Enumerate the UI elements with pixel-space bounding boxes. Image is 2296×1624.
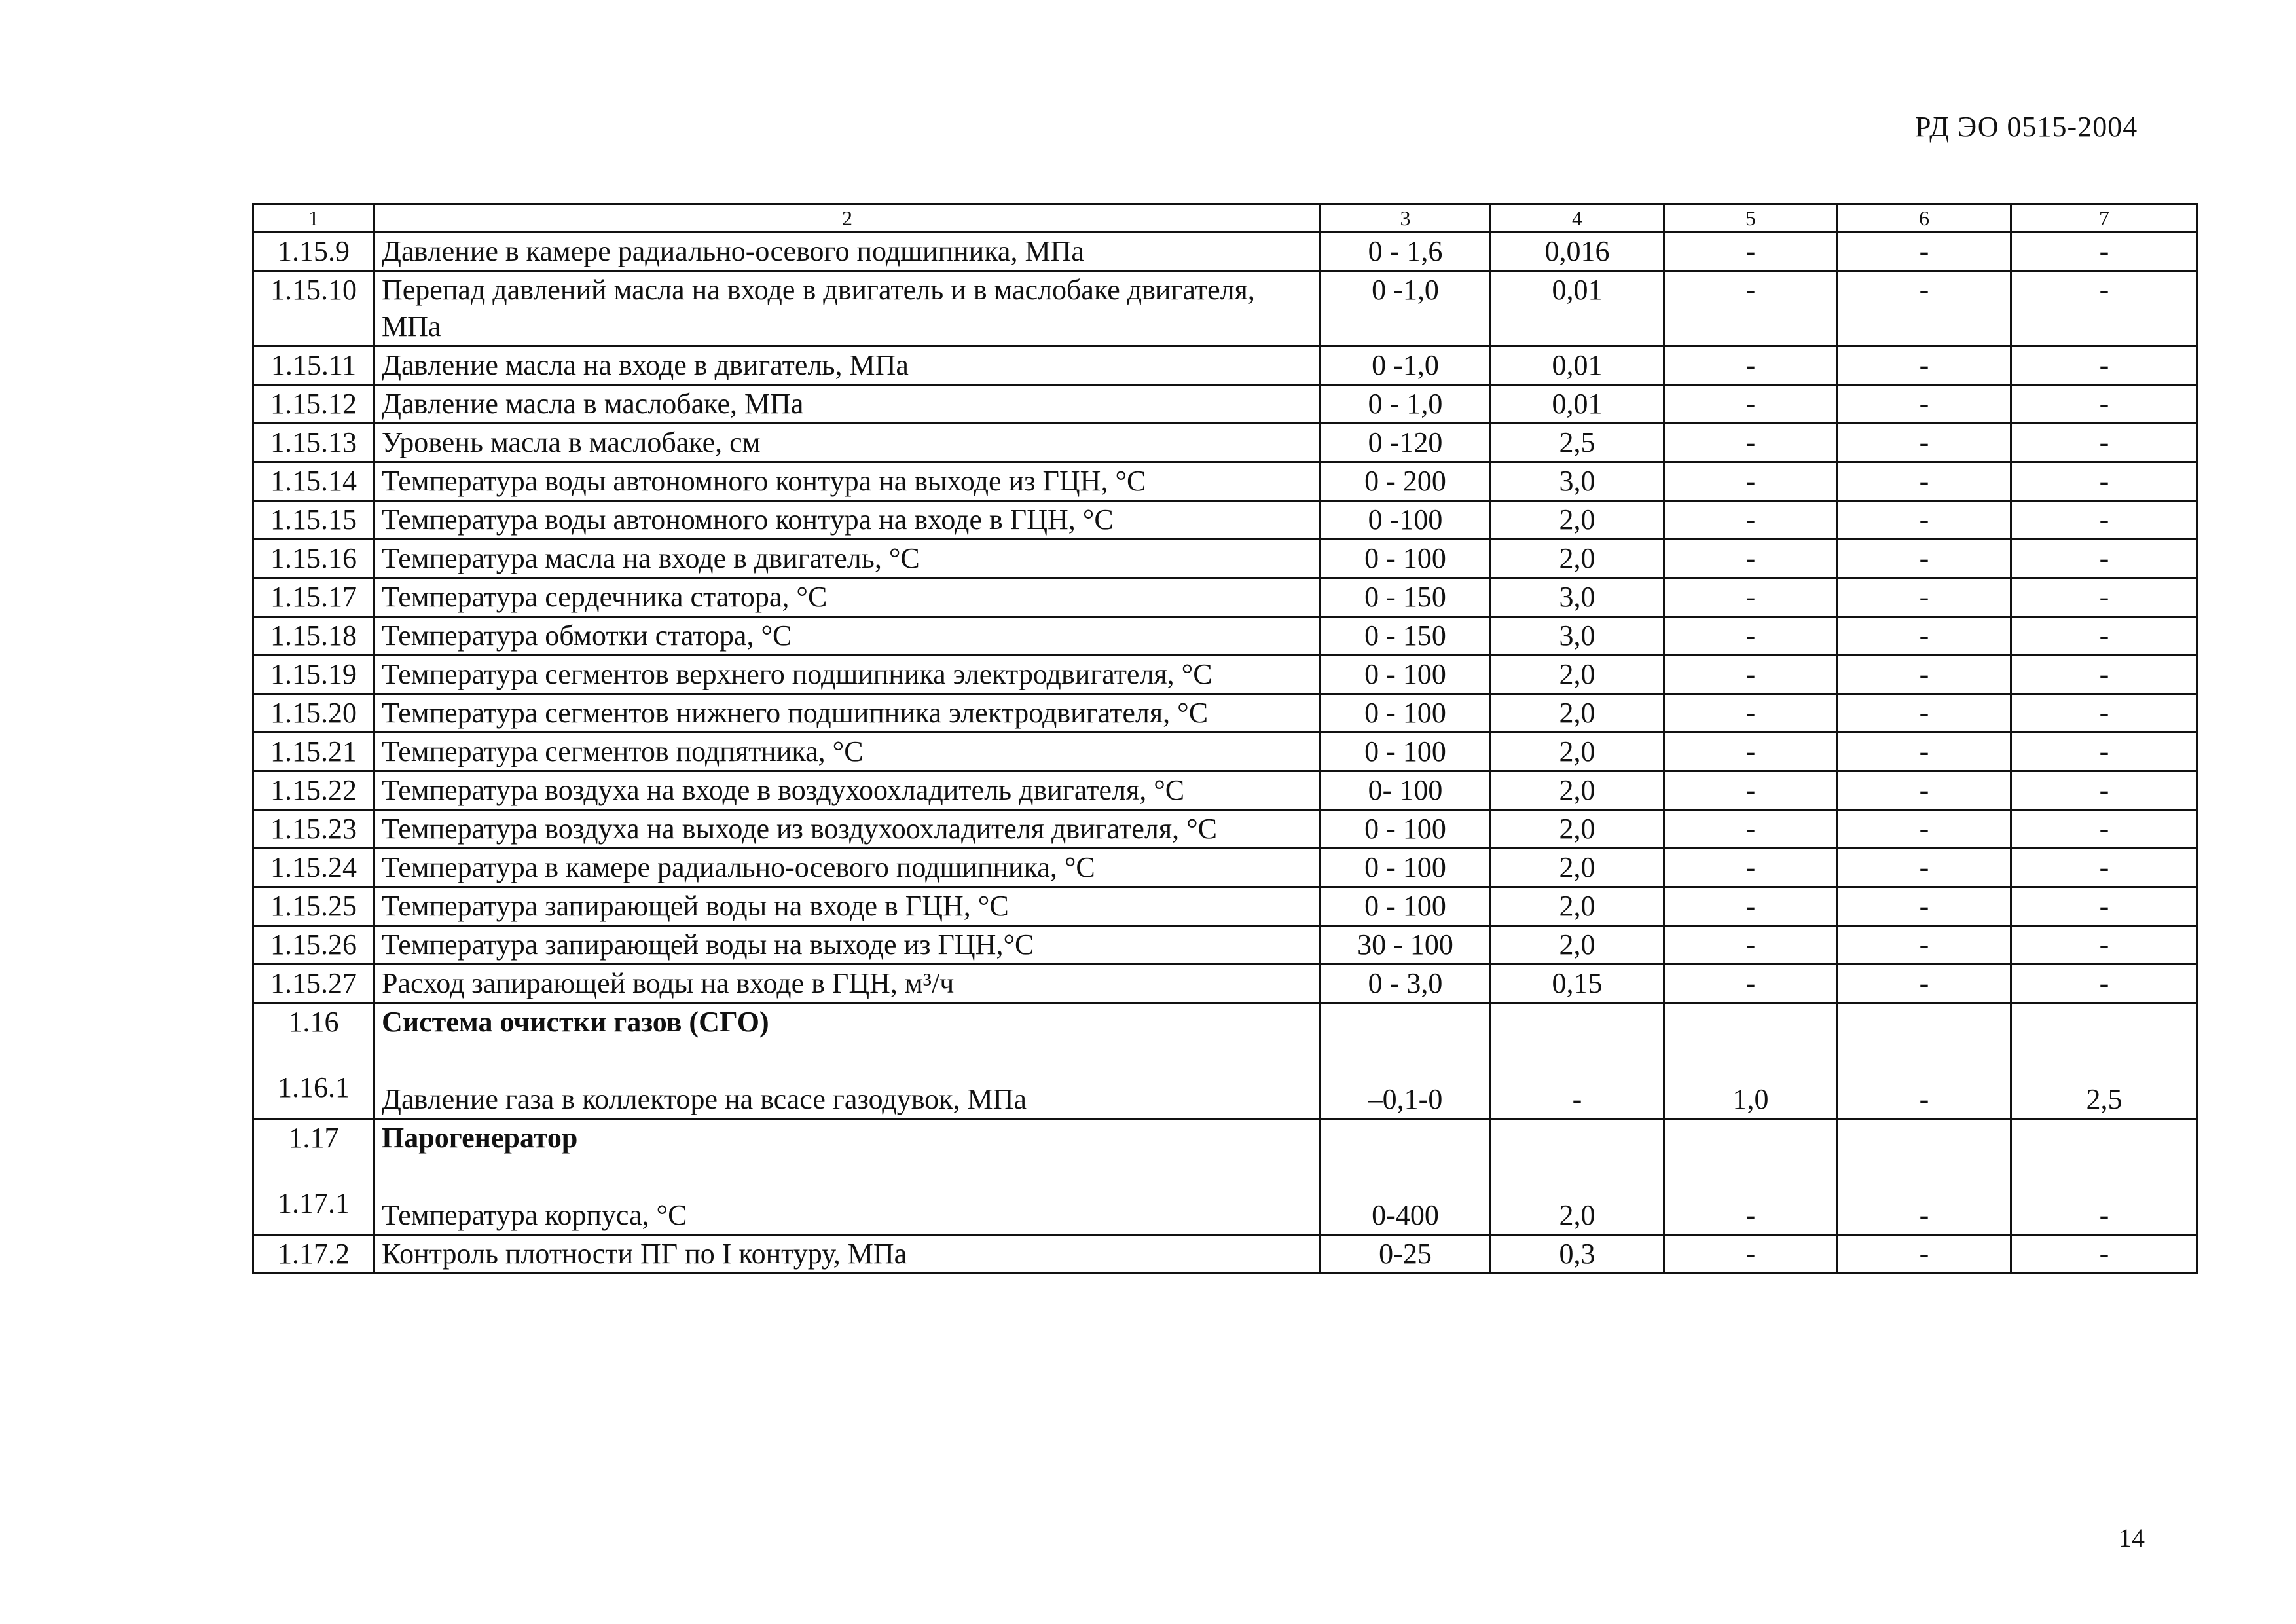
row-number: 1.17.2 <box>253 1235 374 1274</box>
range-cell: 0 - 150 <box>1321 617 1491 655</box>
row-number: 1.15.27 <box>253 965 374 1003</box>
col7-cell: - <box>2011 271 2198 346</box>
error-cell: 2,0 <box>1491 501 1664 540</box>
col5-cell: - <box>1664 694 1838 733</box>
error-cell: 2,0 <box>1491 1119 1664 1235</box>
col5-cell: - <box>1664 810 1838 849</box>
col6-cell: - <box>1838 849 2011 887</box>
parameter-description: Температура сегментов подпятника, °С <box>374 733 1321 771</box>
subsection-description: Температура корпуса, °С <box>382 1199 687 1231</box>
table-row <box>253 849 2198 887</box>
table-row <box>253 385 2198 424</box>
col5-cell: - <box>1664 771 1838 810</box>
col7-cell: - <box>2011 694 2198 733</box>
error-cell: 2,0 <box>1491 810 1664 849</box>
parameter-description: Температура запирающей воды на выходе из ГЦН,°С <box>374 926 1321 965</box>
col7-cell: - <box>2011 385 2198 424</box>
col5-cell: - <box>1664 733 1838 771</box>
parameter-description: Температура воздуха на выходе из воздухоохладителя двигателя, °С <box>374 810 1321 849</box>
col7-cell: - <box>2011 501 2198 540</box>
col5-cell: - <box>1664 849 1838 887</box>
error-cell: 0,01 <box>1491 346 1664 385</box>
table-row <box>253 232 2198 271</box>
row-number: 1.15.14 <box>253 462 374 501</box>
error-cell: 3,0 <box>1491 617 1664 655</box>
error-cell: 0,15 <box>1491 965 1664 1003</box>
parameter-description: Уровень масла в маслобаке, см <box>374 424 1321 462</box>
table-row <box>253 271 2198 346</box>
error-cell: 2,0 <box>1491 849 1664 887</box>
col7-cell: - <box>2011 926 2198 965</box>
section-number <box>253 1003 374 1119</box>
range-cell: 0 - 100 <box>1321 655 1491 694</box>
range-cell: 0 - 100 <box>1321 810 1491 849</box>
range-cell: 0 -120 <box>1321 424 1491 462</box>
row-number: 1.15.19 <box>253 655 374 694</box>
row-number: 1.15.22 <box>253 771 374 810</box>
col7-cell: - <box>2011 617 2198 655</box>
col7-cell: - <box>2011 655 2198 694</box>
section-row <box>253 1119 2198 1235</box>
parameter-description: Давление масла на входе в двигатель, МПа <box>374 346 1321 385</box>
error-cell: 2,0 <box>1491 733 1664 771</box>
row-number: 1.15.16 <box>253 540 374 578</box>
table-row <box>253 346 2198 385</box>
table-row <box>253 887 2198 926</box>
col6-cell: - <box>1838 887 2011 926</box>
col6-cell: - <box>1838 501 2011 540</box>
col5-cell: - <box>1664 926 1838 965</box>
col7-cell: - <box>2011 733 2198 771</box>
parameter-description: Перепад давлений масла на входе в двигатель и в маслобаке двигателя, МПа <box>374 271 1321 346</box>
parameters-table <box>252 203 2198 1274</box>
error-cell: 0,016 <box>1491 232 1664 271</box>
parameter-description: Температура в камере радиально-осевого подшипника, °С <box>374 849 1321 887</box>
column-number-header-row <box>253 204 2198 232</box>
section-row <box>253 1003 2198 1119</box>
table-row <box>253 694 2198 733</box>
row-number: 1.15.18 <box>253 617 374 655</box>
col7-cell: - <box>2011 578 2198 617</box>
row-number: 1.15.20 <box>253 694 374 733</box>
parameter-description: Температура запирающей воды на входе в ГЦН, °С <box>374 887 1321 926</box>
range-cell: 0 - 100 <box>1321 887 1491 926</box>
range-cell: 0 - 150 <box>1321 578 1491 617</box>
section-number-label: 1.17 <box>288 1122 339 1154</box>
col7-cell: - <box>2011 849 2198 887</box>
column-header: 7 <box>2011 204 2198 232</box>
page-number: 14 <box>2119 1523 2145 1553</box>
col6-cell: - <box>1838 271 2011 346</box>
col5-cell: - <box>1664 887 1838 926</box>
col5-cell: - <box>1664 346 1838 385</box>
range-cell: 0 -1,0 <box>1321 271 1491 346</box>
row-number: 1.15.24 <box>253 849 374 887</box>
row-number: 1.15.10 <box>253 271 374 346</box>
document-code: РД ЭО 0515-2004 <box>1915 111 2138 143</box>
col6-cell: - <box>1838 462 2011 501</box>
col5-cell: 1,0 <box>1664 1003 1838 1119</box>
table-row <box>253 462 2198 501</box>
range-cell: 0 - 100 <box>1321 694 1491 733</box>
col6-cell: - <box>1838 1119 2011 1235</box>
col7-cell: - <box>2011 462 2198 501</box>
col7-cell: - <box>2011 424 2198 462</box>
table-row <box>253 501 2198 540</box>
table-row <box>253 926 2198 965</box>
col7-cell: - <box>2011 887 2198 926</box>
column-header: 2 <box>374 204 1321 232</box>
error-cell: 2,0 <box>1491 694 1664 733</box>
col5-cell: - <box>1664 540 1838 578</box>
range-cell: 0 -1,0 <box>1321 346 1491 385</box>
table-row <box>253 540 2198 578</box>
col6-cell: - <box>1838 1235 2011 1274</box>
row-number: 1.15.17 <box>253 578 374 617</box>
col7-cell: 2,5 <box>2011 1003 2198 1119</box>
col6-cell: - <box>1838 232 2011 271</box>
parameter-description: Температура воды автономного контура на выходе из ГЦН, °С <box>374 462 1321 501</box>
parameter-description: Давление масла в маслобаке, МПа <box>374 385 1321 424</box>
col7-cell: - <box>2011 346 2198 385</box>
row-number: 1.15.26 <box>253 926 374 965</box>
error-cell: 3,0 <box>1491 578 1664 617</box>
range-cell: 0 - 100 <box>1321 733 1491 771</box>
error-cell: 2,0 <box>1491 771 1664 810</box>
section-title: Система очистки газов (СГО) <box>382 1006 769 1038</box>
table-row <box>253 1235 2198 1274</box>
error-cell: 0,01 <box>1491 385 1664 424</box>
col6-cell: - <box>1838 655 2011 694</box>
col5-cell: - <box>1664 655 1838 694</box>
row-number: 1.15.11 <box>253 346 374 385</box>
col6-cell: - <box>1838 926 2011 965</box>
column-header: 4 <box>1491 204 1664 232</box>
col7-cell: - <box>2011 232 2198 271</box>
error-cell: 2,0 <box>1491 926 1664 965</box>
col5-cell: - <box>1664 501 1838 540</box>
parameter-description: Температура сегментов верхнего подшипника электродвигателя, °С <box>374 655 1321 694</box>
subsection-description: Давление газа в коллекторе на всасе газодувок, МПа <box>382 1083 1027 1115</box>
range-cell: 0 - 200 <box>1321 462 1491 501</box>
section-title: Парогенератор <box>382 1122 578 1154</box>
table-row <box>253 965 2198 1003</box>
range-cell: –0,1-0 <box>1321 1003 1491 1119</box>
col5-cell: - <box>1664 232 1838 271</box>
col5-cell: - <box>1664 385 1838 424</box>
table-row <box>253 771 2198 810</box>
section-description <box>374 1003 1321 1119</box>
table-row <box>253 578 2198 617</box>
row-number: 1.15.25 <box>253 887 374 926</box>
range-cell: 0-400 <box>1321 1119 1491 1235</box>
row-number: 1.15.13 <box>253 424 374 462</box>
table-row <box>253 424 2198 462</box>
col5-cell: - <box>1664 271 1838 346</box>
parameter-description: Температура сегментов нижнего подшипника электродвигателя, °С <box>374 694 1321 733</box>
col6-cell: - <box>1838 346 2011 385</box>
range-cell: 0 - 100 <box>1321 540 1491 578</box>
row-number: 1.15.23 <box>253 810 374 849</box>
range-cell: 0 - 100 <box>1321 849 1491 887</box>
range-cell: 0 - 1,0 <box>1321 385 1491 424</box>
col6-cell: - <box>1838 771 2011 810</box>
section-number <box>253 1119 374 1235</box>
col6-cell: - <box>1838 733 2011 771</box>
table-row <box>253 810 2198 849</box>
col6-cell: - <box>1838 965 2011 1003</box>
range-cell: 0 - 3,0 <box>1321 965 1491 1003</box>
row-number: 1.15.21 <box>253 733 374 771</box>
row-number: 1.15.15 <box>253 501 374 540</box>
column-header: 3 <box>1321 204 1491 232</box>
col5-cell: - <box>1664 462 1838 501</box>
col6-cell: - <box>1838 1003 2011 1119</box>
parameter-description: Давление в камере радиально-осевого подшипника, МПа <box>374 232 1321 271</box>
error-cell: 2,0 <box>1491 655 1664 694</box>
col6-cell: - <box>1838 617 2011 655</box>
col7-cell: - <box>2011 965 2198 1003</box>
col5-cell: - <box>1664 578 1838 617</box>
error-cell: 0,3 <box>1491 1235 1664 1274</box>
section-number-label: 1.16 <box>288 1006 339 1038</box>
range-cell: 0 - 1,6 <box>1321 232 1491 271</box>
col7-cell: - <box>2011 1235 2198 1274</box>
parameter-description: Температура сердечника статора, °С <box>374 578 1321 617</box>
col6-cell: - <box>1838 810 2011 849</box>
col6-cell: - <box>1838 424 2011 462</box>
parameter-description: Температура масла на входе в двигатель, °С <box>374 540 1321 578</box>
range-cell: 0- 100 <box>1321 771 1491 810</box>
error-cell: 3,0 <box>1491 462 1664 501</box>
col5-cell: - <box>1664 1235 1838 1274</box>
parameter-description: Температура воды автономного контура на входе в ГЦН, °С <box>374 501 1321 540</box>
error-cell: 2,0 <box>1491 887 1664 926</box>
column-header: 5 <box>1664 204 1838 232</box>
col5-cell: - <box>1664 424 1838 462</box>
table-row <box>253 617 2198 655</box>
col6-cell: - <box>1838 385 2011 424</box>
subsection-number-label: 1.17.1 <box>278 1187 350 1219</box>
parameter-description: Контроль плотности ПГ по I контуру, МПа <box>374 1235 1321 1274</box>
col6-cell: - <box>1838 694 2011 733</box>
col5-cell: - <box>1664 1119 1838 1235</box>
row-number: 1.15.9 <box>253 232 374 271</box>
table-row <box>253 733 2198 771</box>
col7-cell: - <box>2011 1119 2198 1235</box>
section-description <box>374 1119 1321 1235</box>
col5-cell: - <box>1664 617 1838 655</box>
error-cell: 2,5 <box>1491 424 1664 462</box>
subsection-number-label: 1.16.1 <box>278 1071 350 1103</box>
range-cell: 0-25 <box>1321 1235 1491 1274</box>
parameter-description: Расход запирающей воды на входе в ГЦН, м³/ч <box>374 965 1321 1003</box>
range-cell: 0 -100 <box>1321 501 1491 540</box>
col7-cell: - <box>2011 540 2198 578</box>
col6-cell: - <box>1838 540 2011 578</box>
col7-cell: - <box>2011 771 2198 810</box>
table-row <box>253 655 2198 694</box>
column-header: 1 <box>253 204 374 232</box>
error-cell: 2,0 <box>1491 540 1664 578</box>
parameter-description: Температура обмотки статора, °С <box>374 617 1321 655</box>
row-number: 1.15.12 <box>253 385 374 424</box>
parameter-description: Температура воздуха на входе в воздухоохладитель двигателя, °С <box>374 771 1321 810</box>
error-cell: 0,01 <box>1491 271 1664 346</box>
error-cell: - <box>1491 1003 1664 1119</box>
col5-cell: - <box>1664 965 1838 1003</box>
range-cell: 30 - 100 <box>1321 926 1491 965</box>
column-header: 6 <box>1838 204 2011 232</box>
col7-cell: - <box>2011 810 2198 849</box>
col6-cell: - <box>1838 578 2011 617</box>
